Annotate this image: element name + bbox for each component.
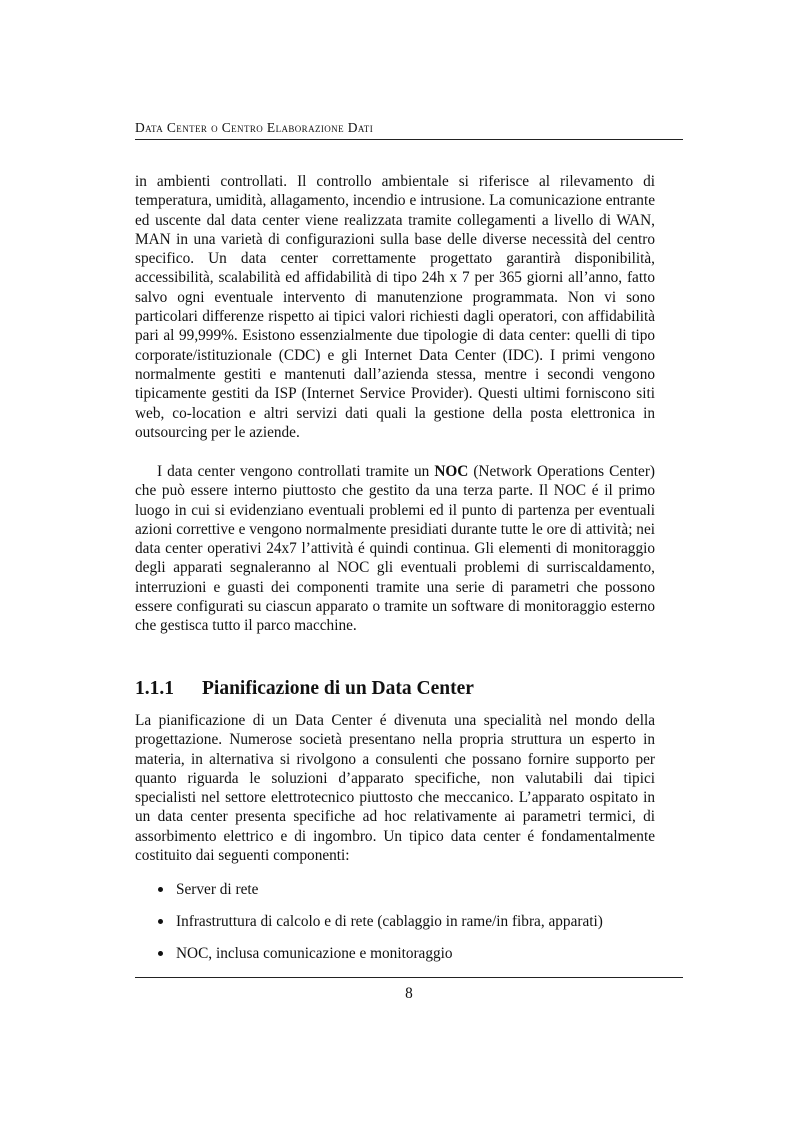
- section-paragraph: La pianificazione di un Data Center é divenuta una specialità nel mondo della progettazione. Numerose società presentano nella propria struttura un esperto in materia, in alternativa si rivolgono a consulenti che possano fornire supporto per quanto riguarda le soluzioni d’apparato specifiche, non valutabili dai tipici specialisti nel settore elettrotecnico piuttosto che meccanico. L’apparato ospitato in un data center presenta specifiche ad hoc relativamente ai parametri termici, di assorbimento elettrico e di ingombro. Un tipico data center é fondamentalmente costituito dai seguenti componenti:: [135, 712, 655, 865]
- bullet-icon: [158, 951, 163, 956]
- running-head: Data Center o Centro Elaborazione Dati: [135, 120, 374, 135]
- section-title: Pianificazione di un Data Center: [202, 678, 474, 699]
- list-item-text: Infrastruttura di calcolo e di rete (cablaggio in rame/in fibra, apparati): [176, 913, 603, 930]
- page-number: 8: [405, 985, 413, 1002]
- noc-bold-term: NOC: [434, 463, 469, 480]
- bullet-icon: [158, 919, 163, 924]
- list-item-text: NOC, inclusa comunicazione e monitoraggio: [176, 945, 453, 962]
- list-item: [158, 944, 678, 976]
- paragraph-2-text-after: (Network Operations Center) che può essere interno piuttosto che gestito da una terza parte. Il NOC é il primo luogo in cui si evidenziano eventuali problemi ed il punto di partenza per eventuali azioni correttive e vengono normalmente presidiati durante tutte le ore di attività; nei data center operativi 24x7 l’attività é quindi continua. Gli elementi di monitoraggio degli apparati segnaleranno al NOC gli eventuali problemi di surriscaldamento, interruzioni e guasti dei componenti tramite una serie di parametri che possono essere configurati su ciascun apparato o tramite un software di monitoraggio esterno che gestisca tutto il parco macchine.: [135, 463, 656, 635]
- list-item: [158, 912, 678, 944]
- component-list: [158, 880, 678, 976]
- bullet-icon: [158, 887, 163, 892]
- paragraph-1: in ambienti controllati. Il controllo ambientale si riferisce al rilevamento di temperatura, umidità, allagamento, incendio e intrusione. La comunicazione entrante ed uscente dal data center viene realizzata tramite collegamenti a livello di WAN, MAN in una varietà di configurazioni sulla base delle diverse necessità del centro specifico. Un data center correttamente progettato garantirà disponibilità, accessibilità, scalabilità ed affidabilità di tipo 24h x 7 per 365 giorni all’anno, fatto salvo ogni eventuale intervento di manutenzione programmata. Non vi sono particolari differenze rispetto ai tipici valori richiesti dagli operatori, con affidabilità pari al 99,999%. Esistono essenzialmente due tipologie di data center: quelli di tipo corporate/istituzionale (CDC) e gli Internet Data Center (IDC). I primi vengono normalmente gestiti e mantenuti dall’azienda stessa, mentre i secondi vengono tipicamente gestiti da ISP (Internet Service Provider). Questi ultimi forniscono siti web, co-location e altri servizi dati quali la gestione della posta elettronica in outsourcing per le aziende.: [135, 173, 655, 441]
- list-item-text: Server di rete: [176, 881, 259, 898]
- paragraph-2-text-before: I data center vengono controllati tramite un: [157, 463, 435, 480]
- body-text: [135, 172, 655, 655]
- section-heading: [135, 678, 683, 700]
- paragraph-2: [135, 462, 655, 655]
- section-number: 1.1.1: [135, 678, 174, 699]
- list-item: [158, 880, 678, 912]
- footer-rule: [135, 977, 683, 978]
- header-rule: [135, 139, 683, 140]
